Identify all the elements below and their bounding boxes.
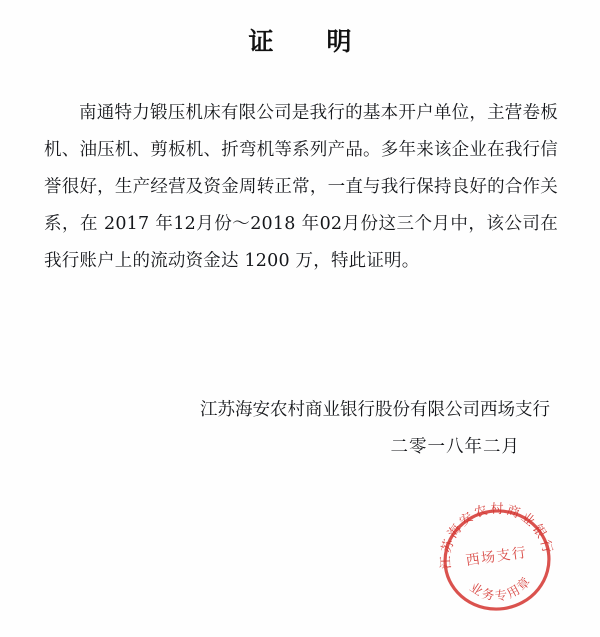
official-seal-stamp [432,495,562,625]
signature-block [44,392,558,466]
seal-outer-text: 江苏海安农村商业银行 [438,501,556,570]
seal-bottom-text: 业务专用章 [467,572,535,604]
page-title: 证 明 [248,27,366,56]
seal-inner-text: 西场支行 [464,544,529,570]
signature-date: 二零一八年二月 [390,437,520,457]
signature-organization: 江苏海安农村商业银行股份有限公司西场支行 [200,400,550,420]
document-body-paragraph: 南通特力锻压机床有限公司是我行的基本开户单位，主营卷板机、油压机、剪板机、折弯机等系列产品。多年来该企业在我行信誉很好，生产经营及资金周转正常，一直与我行保持良好的合作关系，在 2017 年12月份～2018 年02月份这三个月中，该公司在我行账户上的流动资金达 1200 万，特此证明。 [44,103,558,271]
